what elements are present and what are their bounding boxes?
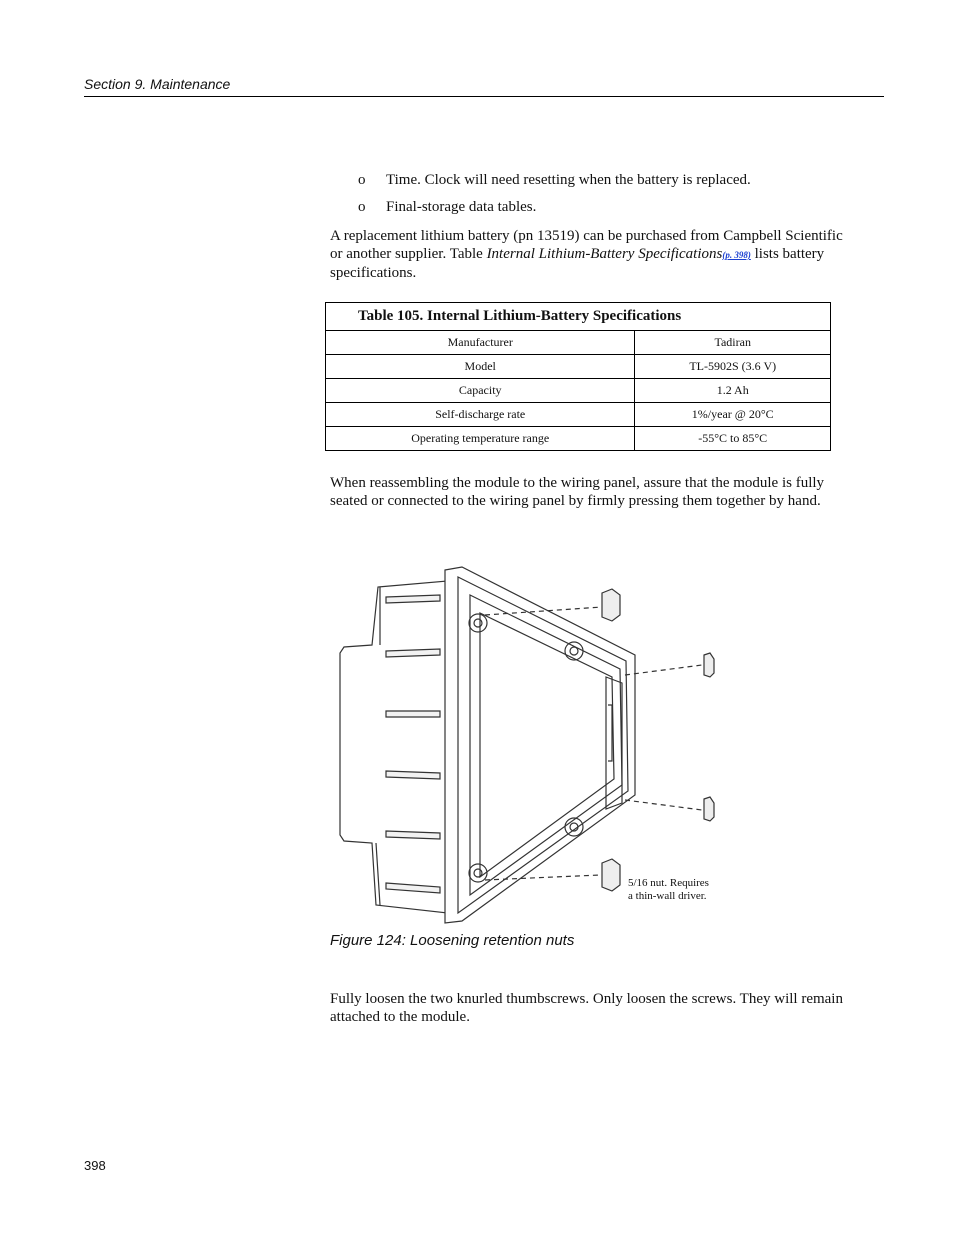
table-row <box>326 427 831 451</box>
page-number: 398 <box>84 1158 106 1173</box>
table-cell-label: Self-discharge rate <box>326 403 635 427</box>
table-cell-value: 1.2 Ah <box>635 379 831 403</box>
paragraph-reassembly: When reassembling the module to the wiring panel, assure that the module is fully seated or connected to the wiring panel by firmly pressing them together by hand. <box>330 475 825 509</box>
section-title: Section 9. Maintenance <box>84 76 231 92</box>
module-retention-nuts-figure <box>330 565 730 925</box>
bullet-list <box>358 172 878 226</box>
page-xref-link[interactable]: (p. 398) <box>722 250 751 260</box>
nut-label-line2: a thin-wall driver. <box>628 890 707 902</box>
figure-caption: Figure 124: Loosening retention nuts <box>330 932 575 949</box>
table-row <box>326 403 831 427</box>
table-row <box>326 331 831 355</box>
table-cell-label: Capacity <box>326 379 635 403</box>
table-cell-label: Model <box>326 355 635 379</box>
page-header <box>84 76 884 97</box>
bullet-text: Final-storage data tables. <box>386 199 537 215</box>
table-reference: Internal Lithium-Battery Specifications <box>486 246 723 262</box>
table-row <box>326 355 831 379</box>
table-cell-value: 1%/year @ 20°C <box>635 403 831 427</box>
paragraph-thumbscrews: Fully loosen the two knurled thumbscrews. Only loosen the screws. They will remain attached to the module. <box>330 991 843 1025</box>
table-cell-value: TL-5902S (3.6 V) <box>635 355 831 379</box>
list-item <box>358 172 878 199</box>
table-cell-value: -55°C to 85°C <box>635 427 831 451</box>
battery-spec-table <box>325 302 831 451</box>
bullet-text: Time. Clock will need resetting when the battery is replaced. <box>386 172 751 188</box>
para-text: A replacement lithium battery (pn 13519) can be purchased from Campbell Scientific or another supplier. Table <box>330 228 843 262</box>
bullet-mark: o <box>358 172 366 188</box>
table-cell-label: Manufacturer <box>326 331 635 355</box>
table-row <box>326 379 831 403</box>
table-cell-value: Tadiran <box>635 331 831 355</box>
bullet-mark: o <box>358 199 366 215</box>
table-caption: Table 105. Internal Lithium-Battery Specifications <box>326 303 831 331</box>
table-cell-label: Operating temperature range <box>326 427 635 451</box>
nut-label-line1: 5/16 nut. Requires <box>628 877 709 889</box>
paragraph-replacement <box>330 227 855 282</box>
para-text: lists battery specifications. <box>330 246 825 281</box>
list-item <box>358 199 878 226</box>
